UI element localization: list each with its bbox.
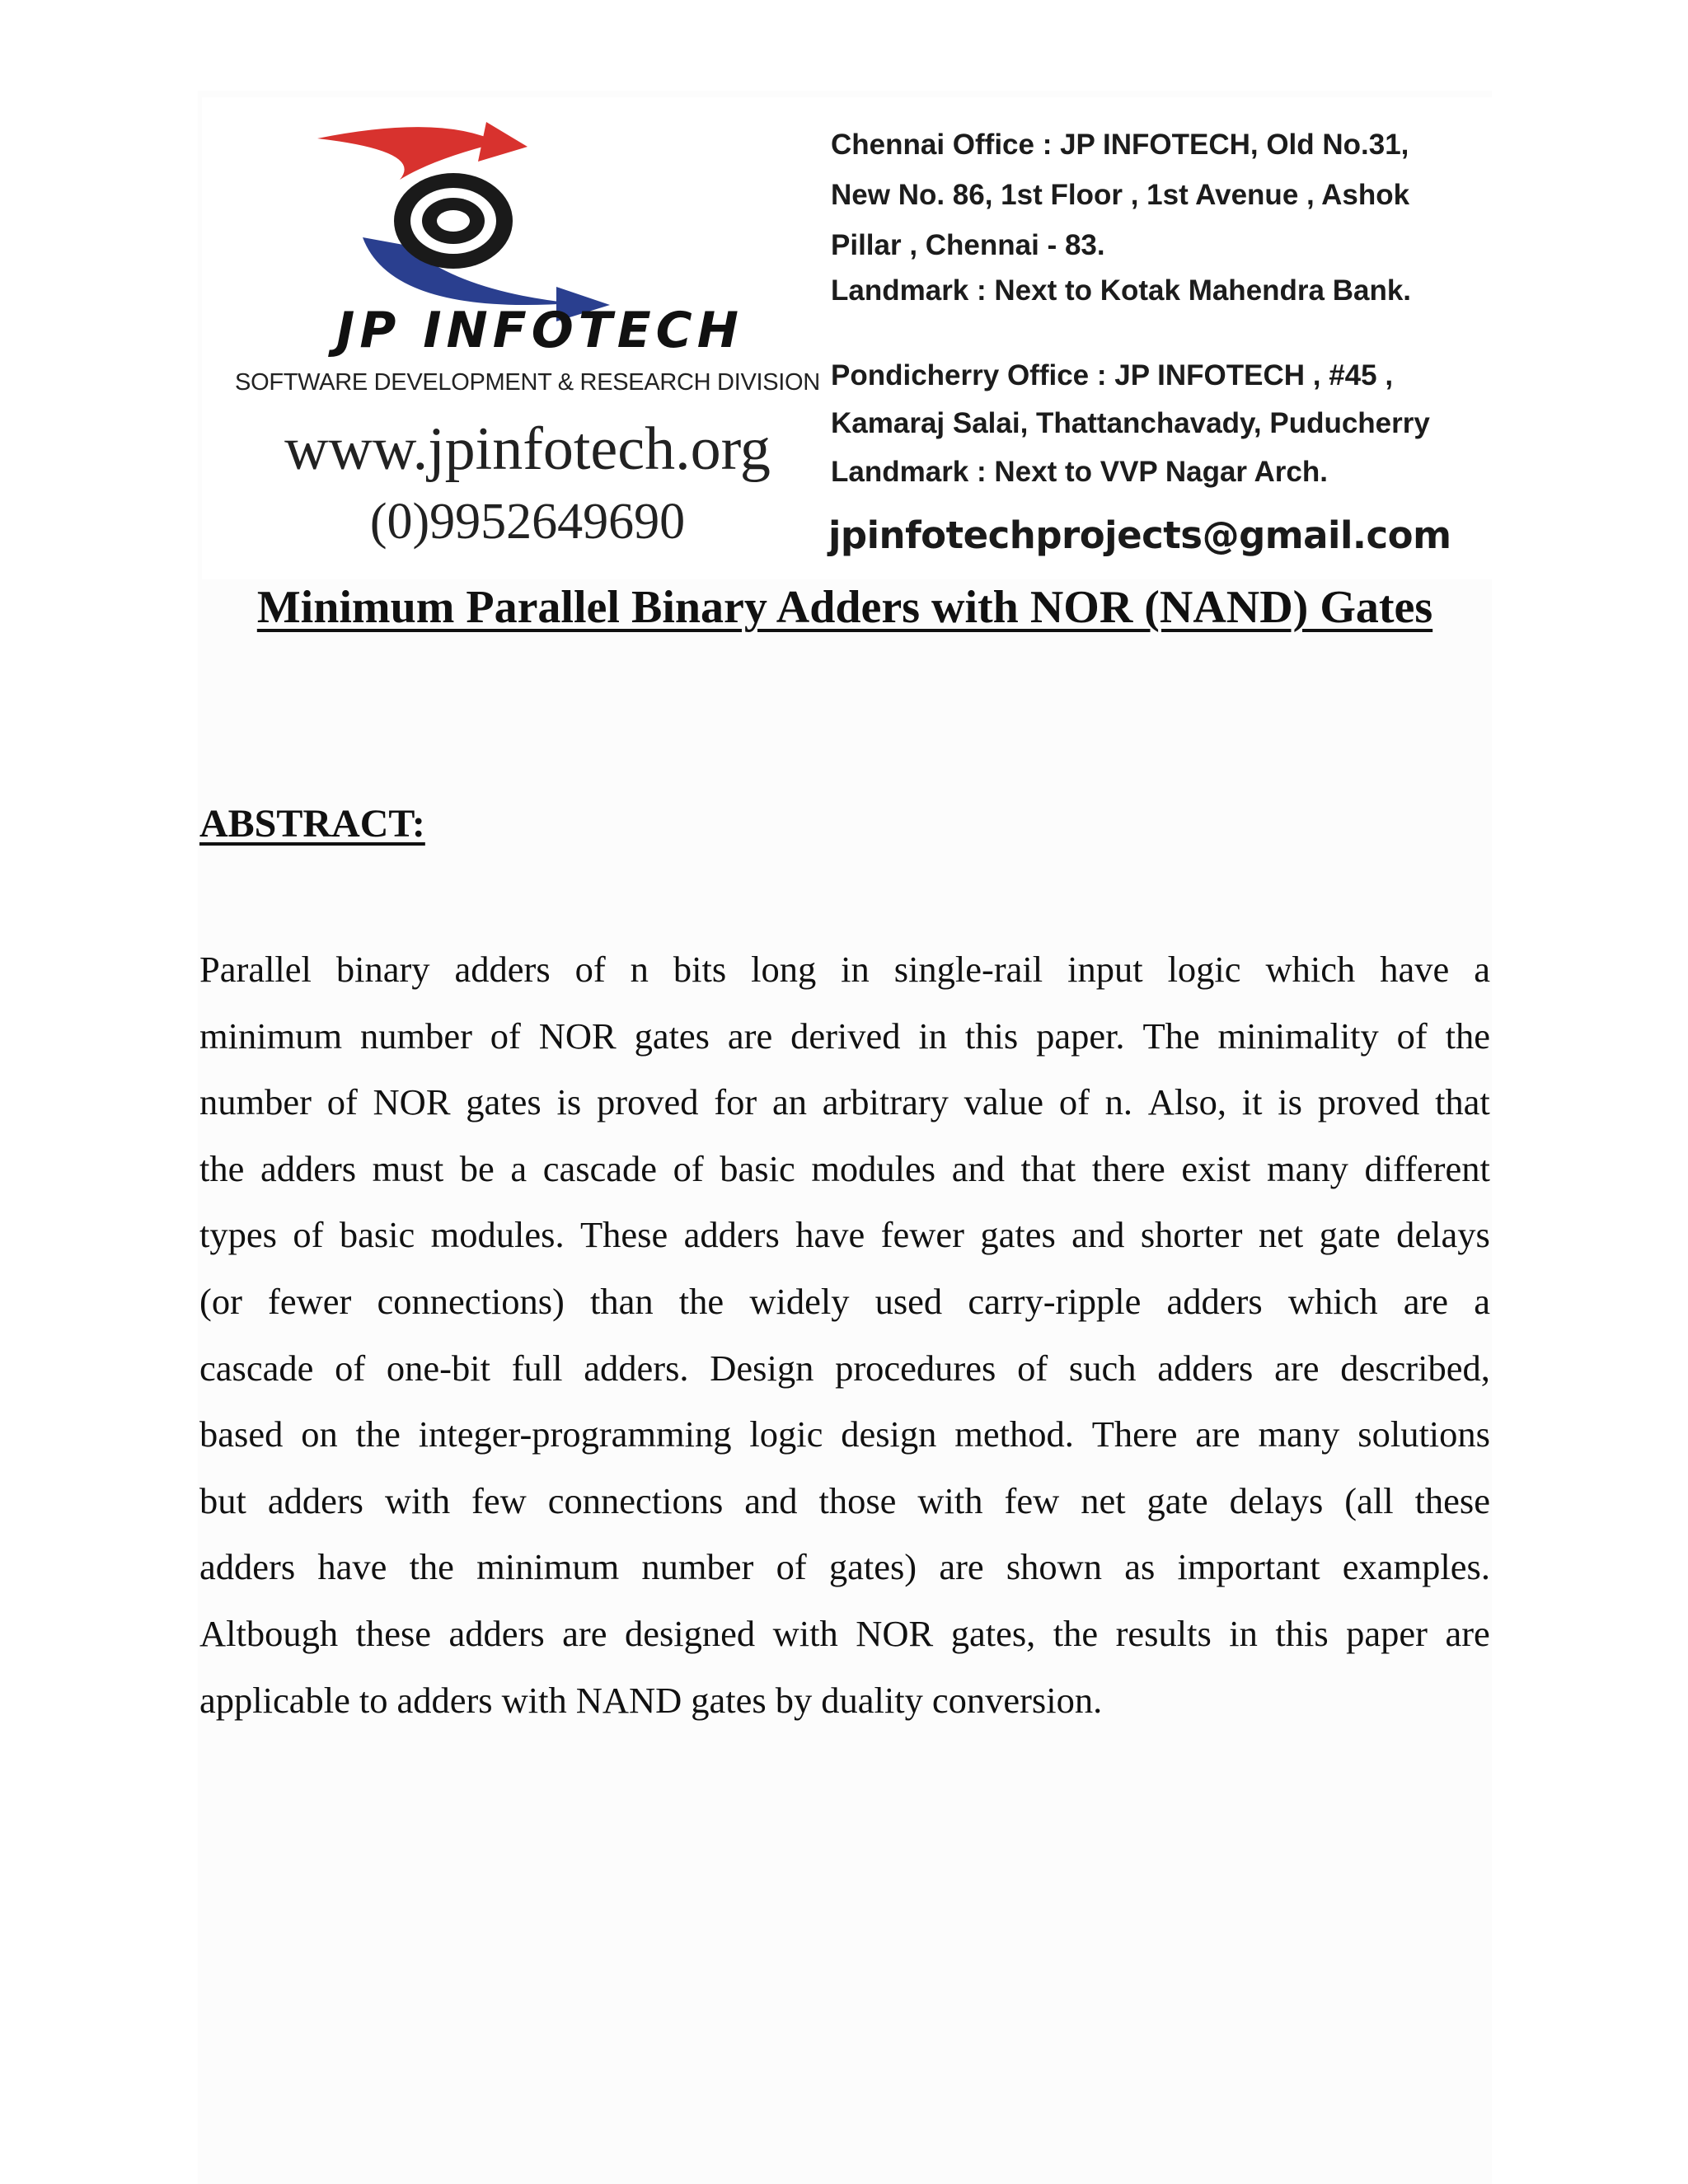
email-link[interactable]: jpinfotechprojects@gmail.com (828, 513, 1451, 557)
phone-number: (0)9952649690 (369, 494, 686, 550)
abstract-body (199, 936, 1490, 1733)
brand-name: JP INFOTECH (336, 302, 743, 359)
abstract-line: Altbough these adders are designed with NOR gates, the results in this paper are (199, 1612, 1490, 1654)
address-line: Landmark : Next to Kotak Mahendra Bank. (831, 274, 1412, 307)
red-arrow-icon (317, 127, 499, 180)
website-link[interactable]: www.jpinfotech.org (284, 415, 771, 483)
abstract-line: but adders with few connections and those with few net gate delays (all these (199, 1479, 1490, 1521)
paper-title: Minimum Parallel Binary Adders with NOR (NAND) Gates (256, 582, 1433, 633)
abstract-line: (or fewer connections) than the widely used carry-ripple adders which are a (199, 1280, 1490, 1322)
abstract-line: applicable to adders with NAND gates by duality conversion. (199, 1679, 1103, 1721)
abstract-line: minimum number of NOR gates are derived in this paper. The minimality of the (199, 1015, 1490, 1057)
abstract-line: types of basic modules. These adders have fewer gates and shorter net gate delays (199, 1214, 1490, 1256)
abstract-line: the adders must be a cascade of basic modules and that there exist many different (199, 1147, 1490, 1189)
abstract-line: number of NOR gates is proved for an arbitrary value of n. Also, it is proved that (199, 1081, 1490, 1123)
abstract-line: cascade of one-bit full adders. Design procedures of such adders are described, (199, 1347, 1490, 1389)
abstract-line: based on the integer-programming logic design method. There are many solutions (199, 1413, 1490, 1455)
abstract-line: Parallel binary adders of n bits long in single-rail input logic which have a (199, 949, 1490, 990)
address-line: Chennai Office : JP INFOTECH, Old No.31, (831, 129, 1409, 161)
address-line: Kamaraj Salai, Thattanchavady, Puducherry (831, 407, 1430, 439)
address-line: Pondicherry Office : JP INFOTECH , #45 , (831, 359, 1394, 391)
abstract-heading: ABSTRACT: (199, 802, 425, 846)
address-line: Landmark : Next to VVP Nagar Arch. (831, 456, 1328, 488)
address-line: New No. 86, 1st Floor , 1st Avenue , Ashok (831, 179, 1410, 211)
abstract-line: adders have the minimum number of gates) are shown as important examples. (199, 1546, 1490, 1588)
letterhead (202, 97, 1492, 579)
address-line: Pillar , Chennai - 83. (831, 229, 1105, 261)
red-arrow-head-icon (478, 122, 528, 162)
brand-subtitle: SOFTWARE DEVELOPMENT & RESEARCH DIVISION (235, 369, 820, 396)
